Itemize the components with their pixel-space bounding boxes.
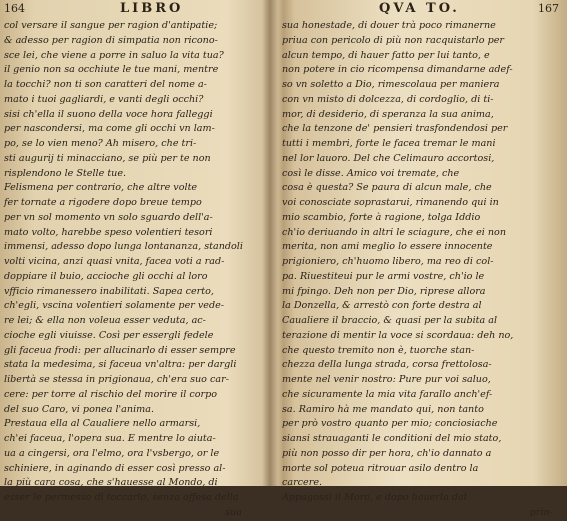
text-line: nel lor lauoro. Del che Celimauro accortosi, [282,152,495,164]
text-line: Caualiere il braccio, & quasi per la subita al [282,315,498,326]
text-line: re lei; & ella non voleua esser veduta, ac- [4,315,206,326]
text-line: col versare il sangue per ragion d'antipatie; [4,20,218,31]
text-line: schiniere, in aginando di esser così presso al- [4,462,226,474]
text-line: carcere. [282,477,323,489]
book-gutter [262,0,278,486]
text-line: la Donzella, & arrestò con forte destra al [282,300,482,312]
text-line: per vn sol momento vn solo sguardo dell'a- [4,211,213,223]
text-line: mor, di desiderio, di speranza la sua anima, [282,108,494,120]
left-page [0,0,262,518]
text-line: voi conosciate soprastarui, rimanendo qui in [282,197,499,208]
text-line: siansi strauaganti le conditioni del mio stato, [282,433,502,444]
right-page-number: 167 [538,2,559,15]
right-page-text [282,19,561,521]
text-line: mente nel venir nostro: Pure pur voi saluo, [282,374,491,385]
text-line: stata la medesima, si faceua vn'altra: per dargli [4,359,237,371]
text-line: doppiare il buio, accioche gli occhi al loro [4,270,208,282]
text-line: merita, non ami meglio lo essere innocente [282,241,493,253]
text-line: immensi, adesso dopo lunga lontananza, standoli [4,241,243,253]
text-line: ch'ei faceua, l'opera sua. E mentre lo aiuta- [4,433,216,444]
left-page-header [0,0,262,20]
text-line: che sicuramente la mia vita farallo anch'ef- [282,388,493,400]
text-line: so vn soletto a Dio, rimescolaua per maniera [282,79,500,90]
catchword: prin- [529,506,553,518]
text-line: sua honestade, di douer trà poco rimanerne [282,20,496,31]
text-line: che questo tremito non è, tuorche stan- [282,344,475,356]
left-page-number: 164 [4,2,25,15]
text-line: mato i tuoi gagliardi, e vanti degli occhi? [4,93,204,105]
text-line: per prò vostro quanto per mio; conciosiache [282,418,498,430]
text-line: volti vicina, anzi quasi vnita, facea voti a rad- [4,256,225,267]
text-line: per nascondersi, ma come gli occhi vn lam- [4,123,215,135]
text-line: del suo Caro, vi ponea l'anima. [4,403,155,415]
text-line: sce lei, che viene a porre in saluo la vita tua? [4,49,224,61]
catchword: sua [225,506,242,518]
text-line: terazione di mentir la voce si scordaua: deh no, [282,329,514,341]
text-line: cere: per torre al rischio del morire il corpo [4,388,218,400]
text-line: risplendono le Stelle tue. [4,167,127,179]
text-line: Felismena per contrario, che altre volte [4,182,198,194]
text-line: po, se lo vien meno? Ah misero, che tri- [4,138,197,149]
text-line: ch'egli, vscina volentieri solamente per vede- [4,300,225,312]
text-line: ua a cingersi, ora l'elmo, ora l'vsbergo, or le [4,447,220,459]
text-line: ch'io deriuando in altri le sciagure, che ei non [282,226,507,238]
text-line: sisi ch'ella il suono della voce hora falleggi [4,108,213,120]
text-line: il genio non sa occhiute le tue mani, mentre [4,64,219,76]
text-line: vfficio rimanessero inabilitati. Sapea certo, [4,285,214,297]
text-line: chezza della lunga strada, corsa frettolosa- [282,359,492,371]
text-line: mio scambio, forte à ragione, tolga Iddio [282,211,481,223]
text-line: sa. Ramiro hà me mandato qui, non tanto [282,403,484,415]
text-line: tutti i membri, forte le facea tremar le mani [282,138,496,149]
text-line: più non posso dir per hora, ch'io dannato a [282,447,492,459]
text-line: esser le permesso di toccarlo, senza offesa della [4,492,239,503]
text-line: & adesso per ragion di simpatia non ricono- [4,34,218,46]
text-line: che la tenzone de' pensieri trasfondendosi per [282,123,508,135]
text-line: alcun tempo, di hauer fatto per lui tanto, e [282,49,490,61]
text-line: mato volto, harebbe speso volentieri tesori [4,226,213,238]
text-line: morte sol poteua ritrouar asilo dentro la [282,462,479,474]
text-line: pa. Riuestiteui pur le armi vostre, ch'io le [282,270,485,282]
text-line: con vn misto di dolcezza, di cordoglio, di ti- [282,93,494,105]
text-line: non potere in cio ricompensa dimandarne adef- [282,64,513,76]
text-line: cioche egli viuisse. Così per essergli fedele [4,329,214,341]
text-line: priua con pericolo di più non racquistarlo per [282,34,504,46]
text-line: Appagossi il Moro, e dopo hauerla dal [282,492,467,503]
text-line: fer tornate a rigodere dopo breue tempo [4,197,202,208]
left-running-head: LIBRO [120,1,184,16]
text-line: così le disse. Amico voi tremate, che [282,167,460,179]
text-line: sti augurij ti minacciano, se più per te non [4,152,211,164]
left-page-text [4,19,250,521]
right-page-header [278,0,567,20]
text-line: Prestaua ella al Caualiere nello armarsi, [4,418,201,430]
text-line: la tocchi? non ti son caratteri del nome a- [4,79,207,90]
right-running-head: QVA TO. [379,1,460,16]
text-line: gli faceua frodi: per allucinarlo di esser sempre [4,344,236,356]
text-line: prigioniero, ch'huomo libero, ma reo di col- [282,256,494,267]
text-line: mi fpingo. Deh non per Dio, riprese allora [282,285,486,297]
text-line: cosa è questa? Se paura di alcun male, che [282,182,492,194]
text-line: libertà se stessa in prigionaua, ch'era suo car- [4,374,229,385]
text-line: la più cara cosa, che s'hauesse al Mondo, di [4,477,218,489]
right-page [278,0,567,518]
